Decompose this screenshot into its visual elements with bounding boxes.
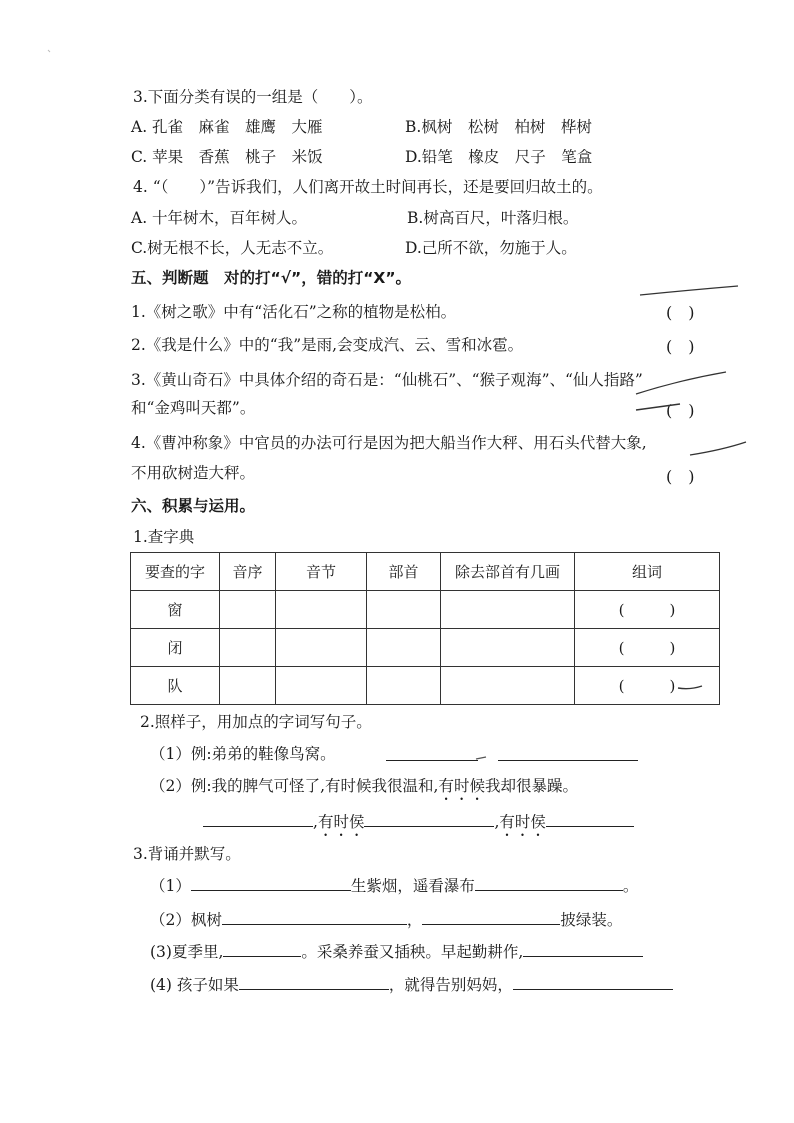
recite-3-mid: 。采桑养蚕又插秧。早起勤耕作,	[301, 943, 524, 961]
q3-stem: 3.下面分类有误的一组是（ ）。	[133, 88, 373, 106]
recite-2-end: 披绿装。	[560, 911, 623, 929]
judge-item-2: 2.《我是什么》中的“我”是雨,会变成汽、云、雪和冰雹。	[131, 336, 524, 354]
words-cell[interactable]: ( )	[575, 591, 720, 629]
pencil-stroke-3	[636, 404, 680, 410]
recite-4-mid: ，就得告别妈妈，	[388, 976, 513, 994]
example-2-part-a: （2）例:我的脾气可怪了,有时候我很温和,	[150, 777, 439, 795]
judge-item-3-cont: 和“金鸡叫天都”。	[131, 399, 256, 417]
char-cell: 闭	[131, 629, 220, 667]
example-2-dotted-word: 有时候	[438, 777, 485, 795]
judge-bracket-3[interactable]: ( )	[666, 401, 695, 420]
recite-4-text: (4) 孩子如果	[150, 976, 239, 994]
q4-option-c: C.树无根不长，人无志不立。	[131, 239, 334, 257]
comma-2: ,	[494, 813, 500, 831]
fill-word-2: 有时侯	[499, 813, 546, 831]
fill-word-1: 有时侯	[317, 813, 365, 831]
judge-bracket-1[interactable]: ( )	[666, 303, 695, 322]
recite-label: 3.背诵并默写。	[133, 845, 241, 863]
recite-2-text: （2）枫树	[150, 911, 222, 929]
header-words: 组词	[575, 553, 720, 591]
judge-item-3: 3.《黄山奇石》中具体介绍的奇石是：“仙桃石”、“猴子观海”、“仙人指路”	[131, 371, 643, 389]
judge-item-1: 1.《树之歌》中有“活化石”之称的植物是松柏。	[131, 303, 457, 321]
words-cell[interactable]: ( )	[575, 667, 720, 705]
q3-option-d: D.铅笔 橡皮 尺子 笔盒	[405, 148, 593, 166]
recite-3-text: (3)夏季里,	[150, 943, 224, 961]
q3-option-b: B.枫树 松树 柏树 桦树	[405, 118, 592, 136]
q3-option-a: A. 孔雀 麻雀 雄鹰 大雁	[131, 118, 323, 136]
char-cell: 窗	[131, 591, 220, 629]
pencil-stroke-4	[690, 442, 746, 455]
header-syllable: 音节	[276, 553, 367, 591]
q3-option-c: C. 苹果 香蕉 桃子 米饭	[131, 148, 323, 166]
recite-1-text: 生紫烟，遥看瀑布	[350, 877, 475, 895]
imitate-label: 2.照样子，用加点的字词写句子。	[140, 713, 372, 731]
recite-2-comma: ，	[406, 911, 423, 929]
header-char: 要查的字	[131, 553, 220, 591]
comma-1: ,	[313, 813, 318, 831]
judge-item-4: 4.《曹冲称象》中官员的办法可行是因为把大船当作大秤、用石头代替大象,	[131, 434, 647, 452]
q4-option-a: A. 十年树木，百年树人。	[131, 209, 308, 227]
recite-1-num: （1）	[150, 877, 191, 895]
pencil-stroke-2	[636, 372, 726, 394]
example-1: （1）例:弟弟的鞋像鸟窝。	[150, 745, 336, 763]
char-cell: 队	[131, 667, 220, 705]
example-2-part-c: 我却很暴躁。	[484, 777, 578, 795]
section6-title: 六、积累与运用。	[131, 497, 256, 515]
pencil-stroke-1	[640, 286, 738, 295]
header-radical: 部首	[367, 553, 441, 591]
q4-option-b: B.树高百尺，叶落归根。	[407, 209, 579, 227]
dict-label: 1.查字典	[133, 528, 195, 546]
pencil-stroke-5	[678, 686, 702, 689]
judge-bracket-4[interactable]: ( )	[666, 467, 695, 486]
pencil-stroke-6	[476, 757, 486, 759]
recite-1-end: 。	[622, 877, 639, 895]
q4-stem: 4. “（ ）”告诉我们，人们离开故土时间再长，还是要回归故土的。	[133, 178, 603, 196]
judge-bracket-2[interactable]: ( )	[666, 337, 695, 356]
judge-item-4-cont: 不用砍树造大秤。	[131, 464, 256, 482]
pencil-stroke-7	[48, 50, 50, 52]
header-strokes: 除去部首有几画	[441, 553, 575, 591]
words-cell[interactable]: ( )	[575, 629, 720, 667]
section5-title: 五、判断题 对的打“√”，错的打“X”。	[131, 269, 412, 287]
header-initial: 音序	[220, 553, 276, 591]
q4-option-d: D.己所不欲，勿施于人。	[405, 239, 577, 257]
